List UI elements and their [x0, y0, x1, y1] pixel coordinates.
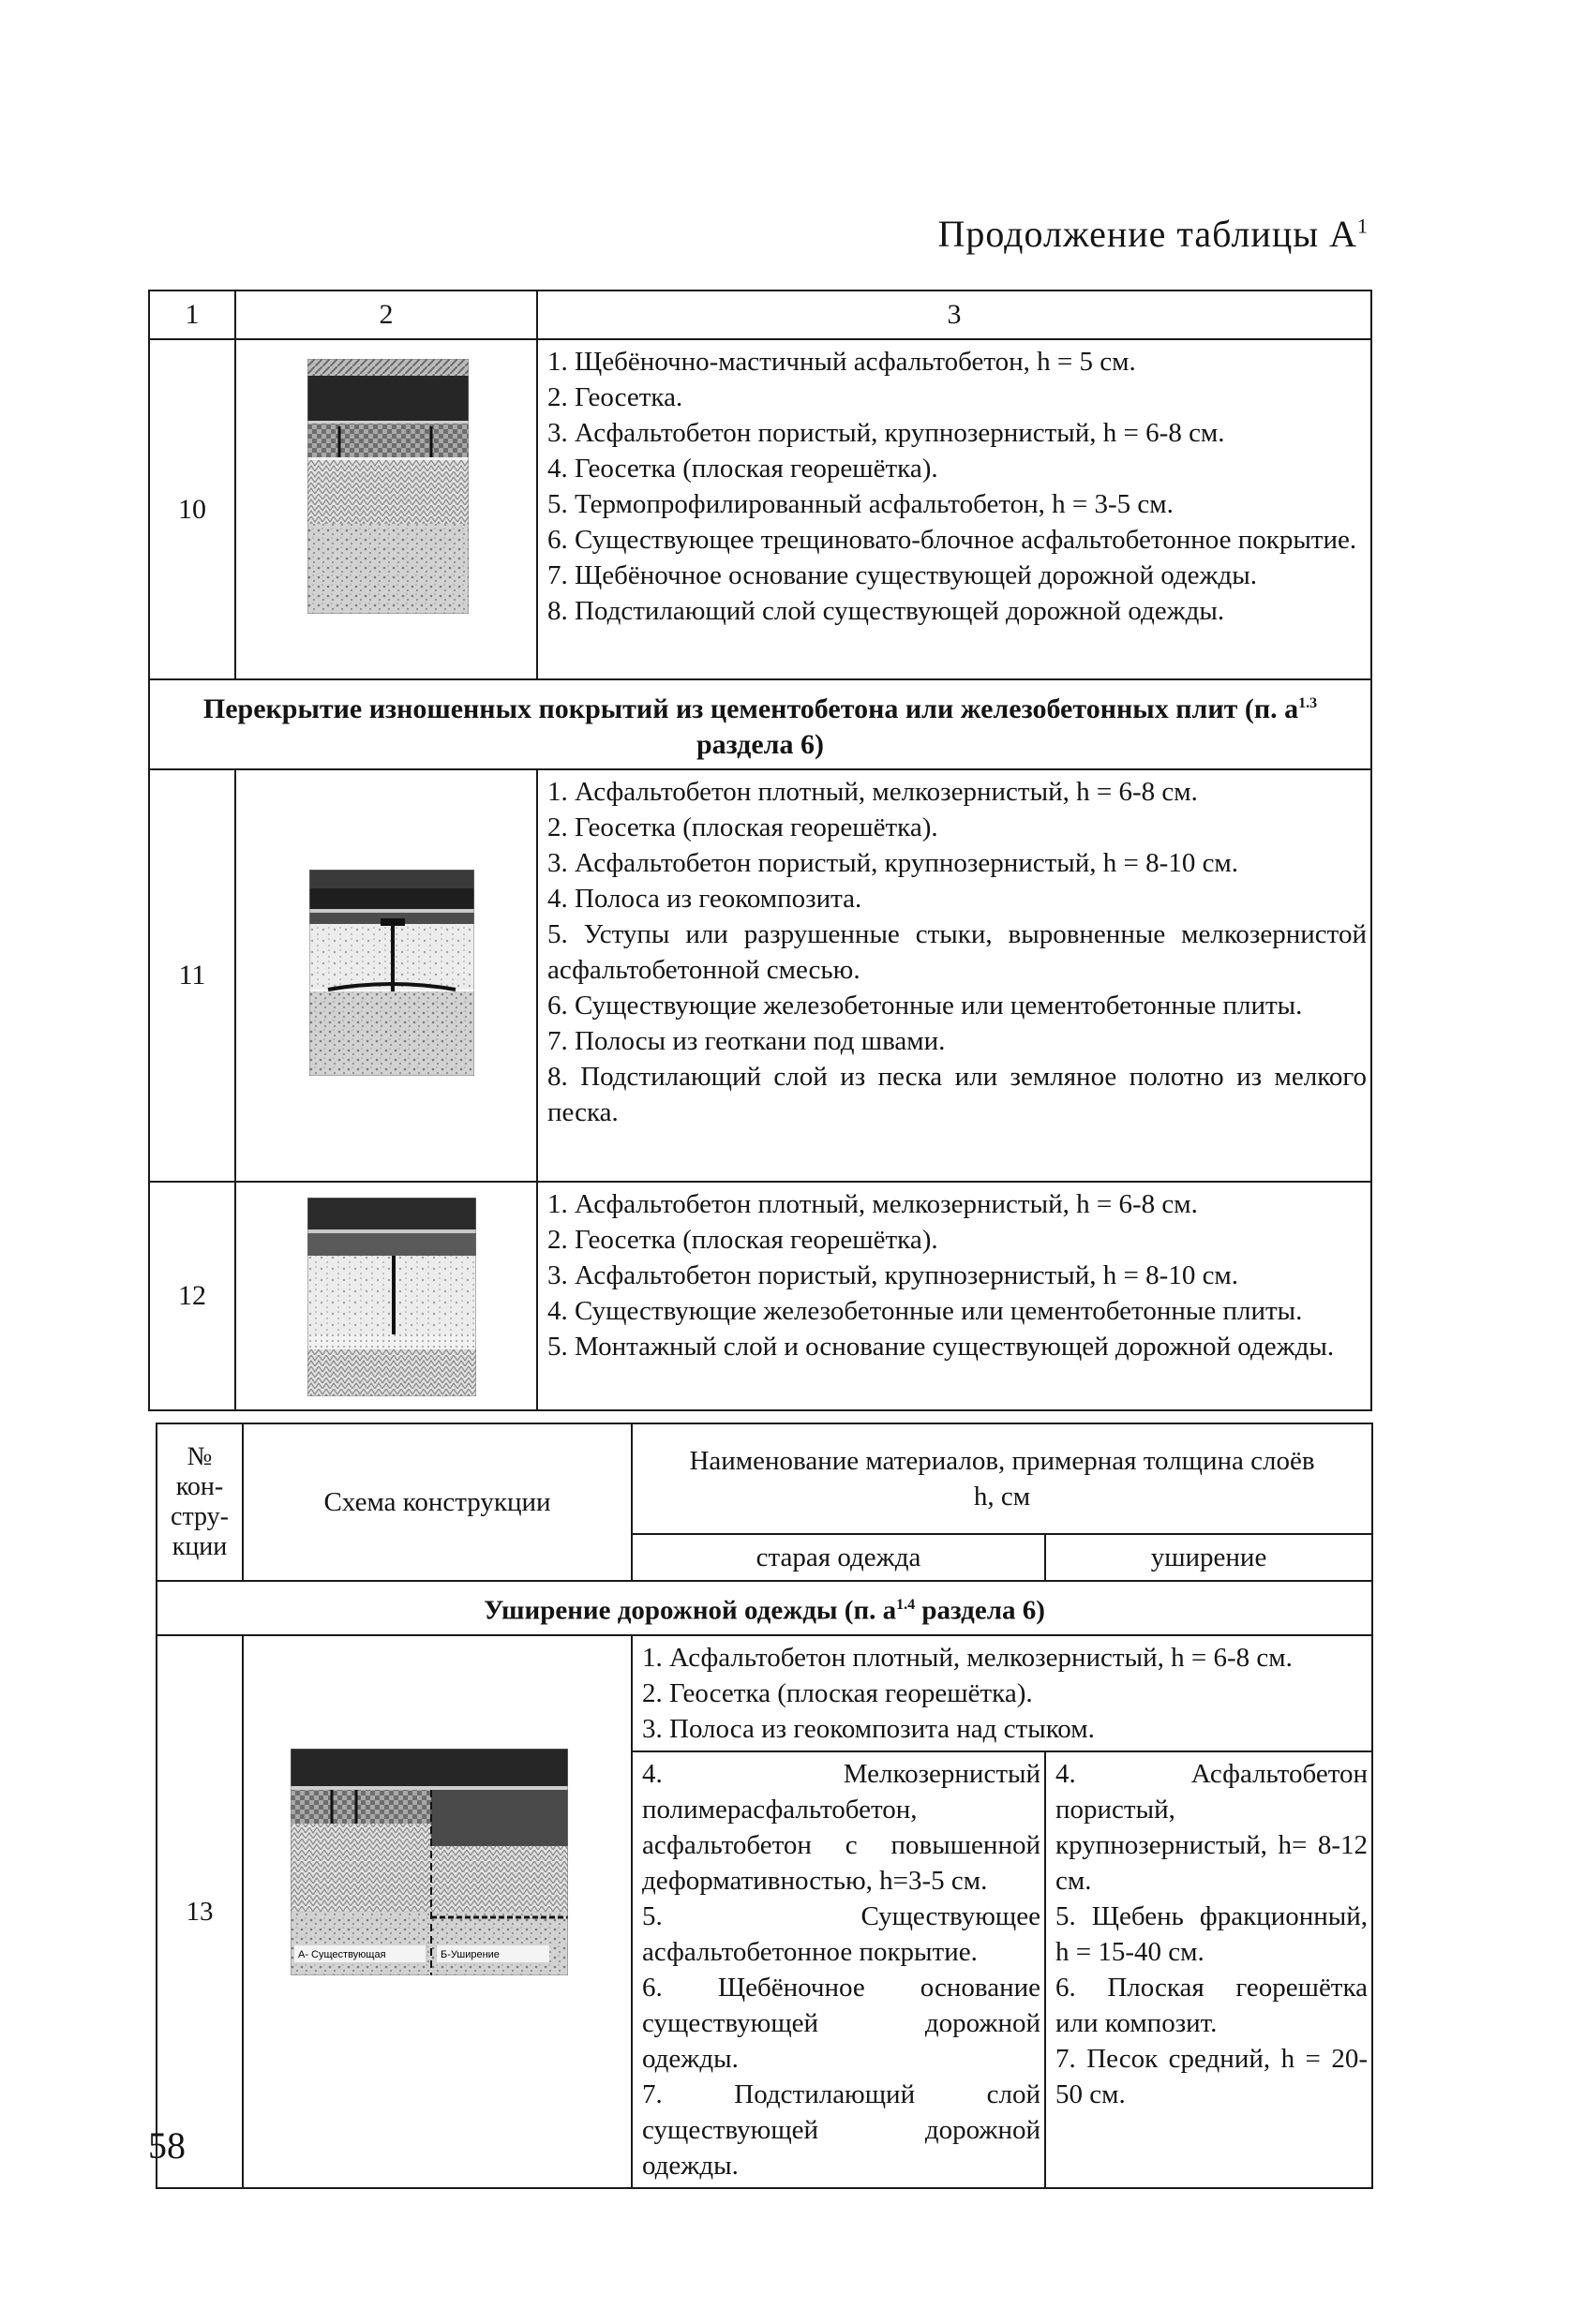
table-2 — [156, 1423, 1373, 2189]
table-row — [149, 769, 1371, 1182]
list-item: 6. Щебёночное основание существующей дорожной одежды. — [642, 1972, 1040, 2074]
list-item: 3. Полоса из геокомпозита над стыком. — [642, 1713, 1095, 1744]
list-item: 7. Щебёночное основание существующей дорожной одежды. — [547, 560, 1258, 590]
list-item: 5. Щебень фракционный, h = 15-40 см. — [1055, 1900, 1369, 1967]
list-item: 8. Подстилающий слой существующей дорожной одежды. — [547, 596, 1225, 626]
scheme-10-figure — [307, 359, 469, 614]
section-heading — [149, 679, 1371, 769]
section-row — [157, 1581, 1372, 1635]
list-item: 5. Монтажный слой и основание существующей дорожной одежды. — [547, 1332, 1335, 1362]
header-scheme: Схема конструкции — [243, 1423, 632, 1581]
list-item: 1. Асфальтобетон плотный, мелкозернистый, h = 6-8 см. — [547, 1189, 1198, 1219]
header-col-1: 1 — [149, 290, 235, 339]
list-item: 1. Асфальтобетон плотный, мелкозернистый, h = 6-8 см. — [547, 777, 1198, 807]
description-cell — [537, 769, 1371, 1182]
list-item: 1. Асфальтобетон плотный, мелкозернистый, h = 6-8 см. — [642, 1642, 1293, 1673]
table-row — [157, 1635, 1372, 1751]
scheme-cell — [235, 339, 537, 679]
row-number: 13 — [157, 1635, 243, 2188]
table-2-header-row-1 — [157, 1423, 1372, 1534]
list-item: 3. Асфальтобетон пористый, крупнозернистый, h = 6-8 см. — [547, 418, 1225, 448]
scheme-11-figure — [309, 870, 474, 1076]
row-number: 11 — [149, 769, 235, 1182]
figure-label-widening: Б-Уширение — [441, 1948, 500, 1960]
common-layers-cell — [632, 1635, 1372, 1751]
header-old-pavement: старая одежда — [632, 1534, 1045, 1581]
description-cell — [537, 1182, 1371, 1410]
header-construction-number — [157, 1423, 243, 1581]
table-caption — [844, 212, 1369, 256]
figure-label-existing: А- Существующая — [298, 1948, 386, 1960]
list-item: 3. Асфальтобетон пористый, крупнозернистый, h = 8-10 см. — [547, 1260, 1239, 1290]
row-number: 10 — [149, 339, 235, 679]
list-item: 6. Плоская георешётка или композит. — [1055, 1972, 1369, 2038]
list-item: 3. Асфальтобетон пористый, крупнозернистый, h = 8-10 см. — [547, 848, 1239, 878]
header-col-2: 2 — [235, 290, 537, 339]
list-item: 4. Мелкозернистый полимерасфальтобетон, асфальтобетон с повышенной деформативностью, h=3-5 см. — [642, 1758, 1040, 1896]
section-heading-text: Перекрытие изношенных покрытий из цементобетона или железобетонных плит (п. а — [202, 693, 1299, 724]
page-number: 58 — [148, 2124, 186, 2167]
section-heading-text: Уширение дорожной одежды (п. а — [484, 1595, 897, 1626]
scheme-cell — [243, 1635, 632, 2188]
row-number: 12 — [149, 1182, 235, 1410]
widening-cell — [1045, 1751, 1372, 2188]
list-item: 2. Геосетка (плоская георешётка). — [547, 812, 938, 842]
description-cell — [537, 339, 1371, 679]
list-item: 4. Асфальтобетон пористый, крупнозернистый, h= 8-12 см. — [1055, 1758, 1369, 1896]
list-item: 8. Подстилающий слой из песка или земляное полотно из мелкого песка. — [547, 1062, 1367, 1127]
list-item: 4. Геосетка (плоская георешётка). — [547, 454, 938, 484]
list-item: 4. Полоса из геокомпозита. — [547, 884, 862, 914]
scheme-13-figure — [291, 1749, 568, 1975]
section-heading-sup: 1.3 — [1298, 695, 1318, 711]
list-item: 5. Уступы или разрушенные стыки, выровненные мелкозернистой асфальтобетонной смесью. — [547, 919, 1367, 985]
section-heading — [157, 1581, 1372, 1635]
scheme-cell — [235, 769, 537, 1182]
scheme-12-figure — [307, 1198, 476, 1396]
list-item: 2. Геосетка (плоская георешётка). — [547, 1225, 938, 1255]
header-materials — [632, 1423, 1372, 1534]
old-pavement-cell — [632, 1751, 1045, 2188]
list-item: 2. Геосетка. — [547, 382, 683, 412]
list-item: 4. Существующие железобетонные или цементобетонные плиты. — [547, 1296, 1303, 1326]
table-1-header-row — [149, 290, 1371, 339]
section-heading-suffix: раздела 6) — [696, 729, 824, 760]
section-heading-sup: 1.4 — [896, 1597, 916, 1613]
section-heading-suffix: раздела 6) — [915, 1595, 1045, 1626]
caption-text: Продолжение таблицы А — [937, 213, 1357, 255]
list-item: 6. Существующее трещиновато-блочное асфальтобетонное покрытие. — [547, 525, 1357, 555]
header-col-3: 3 — [537, 290, 1371, 339]
list-item: 7. Подстилающий слой существующей дорожной одежды. — [642, 2078, 1040, 2181]
list-item: 1. Щебёночно-мастичный асфальтобетон, h = 5 см. — [547, 347, 1136, 377]
table-row — [149, 339, 1371, 679]
header-construction-number-text: № кон-стру-кции — [171, 1442, 229, 1561]
list-item: 7. Полосы из геоткани под швами. — [547, 1026, 946, 1056]
table-1 — [148, 290, 1372, 1411]
list-item: 5. Термопрофилированный асфальтобетон, h = 3-5 см. — [547, 489, 1174, 519]
header-materials-text: Наименование материалов, примерная толщина слоёв h, см — [689, 1446, 1315, 1512]
scheme-cell — [235, 1182, 537, 1410]
list-item: 6. Существующие железобетонные или цементобетонные плиты. — [547, 991, 1303, 1020]
list-item: 5. Существующее асфальтобетонное покрытие. — [642, 1900, 1040, 1967]
caption-sup: 1 — [1357, 214, 1369, 238]
table-row — [149, 1182, 1371, 1410]
list-item: 2. Геосетка (плоская георешётка). — [642, 1677, 1033, 1708]
section-row — [149, 679, 1371, 769]
header-widening: уширение — [1045, 1534, 1372, 1581]
list-item: 7. Песок средний, h = 20-50 см. — [1055, 2043, 1369, 2109]
